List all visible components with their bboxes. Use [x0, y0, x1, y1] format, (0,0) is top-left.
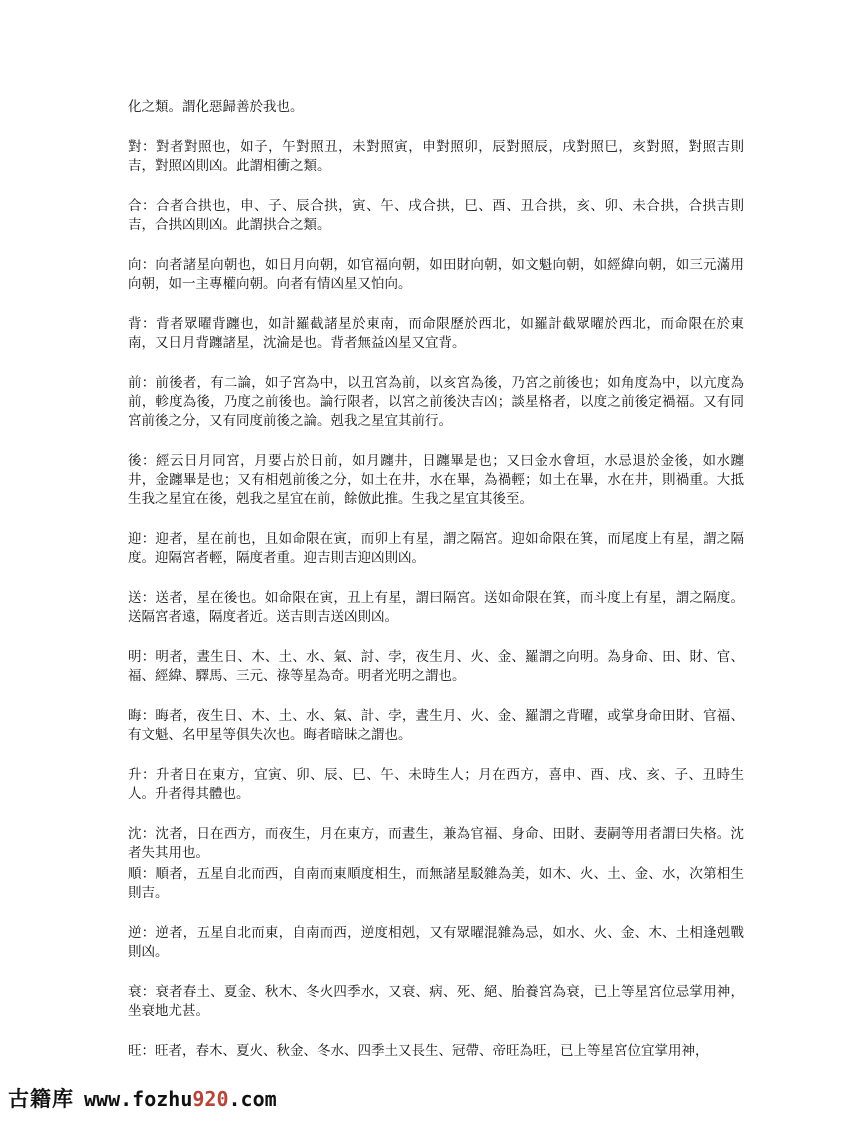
paragraph: 前：前後者，有二論，如子宮為中，以丑宮為前，以亥宮為後，乃宮之前後也；如角度為中，以亢度為前，軫度為後，乃度之前後也。論行限者，以宮之前後決吉凶；談星格者，以度之前後定禍福。又有同宮前後之分，又有同度前後之論。剋我之星宜其前行。	[128, 375, 744, 429]
paragraph: 明：明者，晝生日、木、土、水、氣、討、孛，夜生月、火、金、羅謂之向明。為身命、田、財、官、福、經緯、驛馬、三元、祿等星為奇。明者光明之謂也。	[128, 649, 744, 684]
paragraph: 迎：迎者，星在前也，且如命限在寅，而卯上有星，謂之隔宮。迎如命限在箕，而尾度上有星，謂之隔度。迎隔宮者輕，隔度者重。迎吉則吉迎凶則凶。	[128, 531, 744, 566]
document-body	[128, 98, 744, 1061]
paragraph: 順：順者，五星自北而西，自南而東順度相生，而無諸星駁雜為美，如木、火、土、金、水，次第相生則吉。	[128, 866, 744, 901]
footer-site-number: 920	[192, 1087, 229, 1111]
footer-www: www.	[84, 1087, 133, 1111]
paragraph: 化之類。謂化惡歸善於我也。	[128, 99, 304, 115]
paragraph: 沈：沈者，日在西方，而夜生，月在東方，而晝生，兼為官福、身命、田財、妻嗣等用者謂曰失格。沈者失其用也。	[128, 826, 744, 861]
paragraph: 後：經云日月同宮，月要占於日前，如月躔井，日躔畢是也；又曰金水會垣，水忌退於金後，如水躔井，金躔畢是也；又有相剋前後之分，如土在井，水在畢，為禍輕；如土在畢，水在井，則禍重。大抵生我之星宜在後，剋我之星宜在前，餘倣此推。生我之星宜其後至。	[128, 453, 744, 507]
paragraph: 向：向者諸星向朝也，如日月向朝，如官福向朝，如田財向朝，如文魁向朝，如經緯向朝，如三元滿用向朝，如一主專權向朝。向者有情凶星又怕向。	[128, 257, 744, 292]
paragraph: 背：背者眾曜背躔也，如計羅截諸星於東南，而命限歷於西北，如羅計截眾曜於西北，而命限在於東南，又日月背躔諸星，沈淪是也。背者無益凶星又宜背。	[128, 316, 744, 351]
paragraph: 衰：衰者春土、夏金、秋木、冬火四季水，又衰、病、死、絕、胎養宮為衰，已上等星宮位忌掌用神，坐衰地尤甚。	[128, 984, 744, 1019]
footer-brand: 古籍库	[8, 1087, 74, 1111]
paragraph: 晦：晦者，夜生日、木、土、水、氣、計、孛，晝生月、火、金、羅謂之背曜，或掌身命田財、官福、有文魁、名甲星等俱失次也。晦者暗昧之謂也。	[128, 708, 744, 743]
paragraph: 升：升者日在東方，宜寅、卯、辰、巳、午、未時生人；月在西方，喜申、酉、戌、亥、子、丑時生人。升者得其體也。	[128, 767, 744, 802]
footer-watermark	[8, 1083, 277, 1113]
footer-site-name: fozhu	[132, 1087, 193, 1111]
paragraph: 對：對者對照也，如子，午對照丑，未對照寅，申對照卯，辰對照辰，戌對照巳，亥對照，對照吉則吉，對照凶則凶。此謂相衝之類。	[128, 139, 744, 174]
paragraph: 送：送者，星在後也。如命限在寅，丑上有星，謂曰隔宮。送如命限在箕，而斗度上有星，謂之隔度。送隔宮者遠，隔度者近。送吉則吉送凶則凶。	[128, 590, 744, 625]
footer-site-tld: .com	[228, 1087, 277, 1111]
paragraph: 合：合者合拱也，申、子、辰合拱，寅、午、戌合拱，巳、酉、丑合拱，亥、卯、未合拱，合拱吉則吉，合拱凶則凶。此謂拱合之類。	[128, 198, 744, 233]
footer-site	[132, 1087, 277, 1111]
paragraph: 旺：旺者，春木、夏火、秋金、冬水、四季土又長生、冠帶、帝旺為旺，已上等星宮位宜掌用神，	[128, 1043, 709, 1059]
paragraph: 逆：逆者，五星自北而東，自南而西，逆度相剋，又有眾曜混雜為忌，如水、火、金、木、土相逢剋戰則凶。	[128, 925, 744, 960]
